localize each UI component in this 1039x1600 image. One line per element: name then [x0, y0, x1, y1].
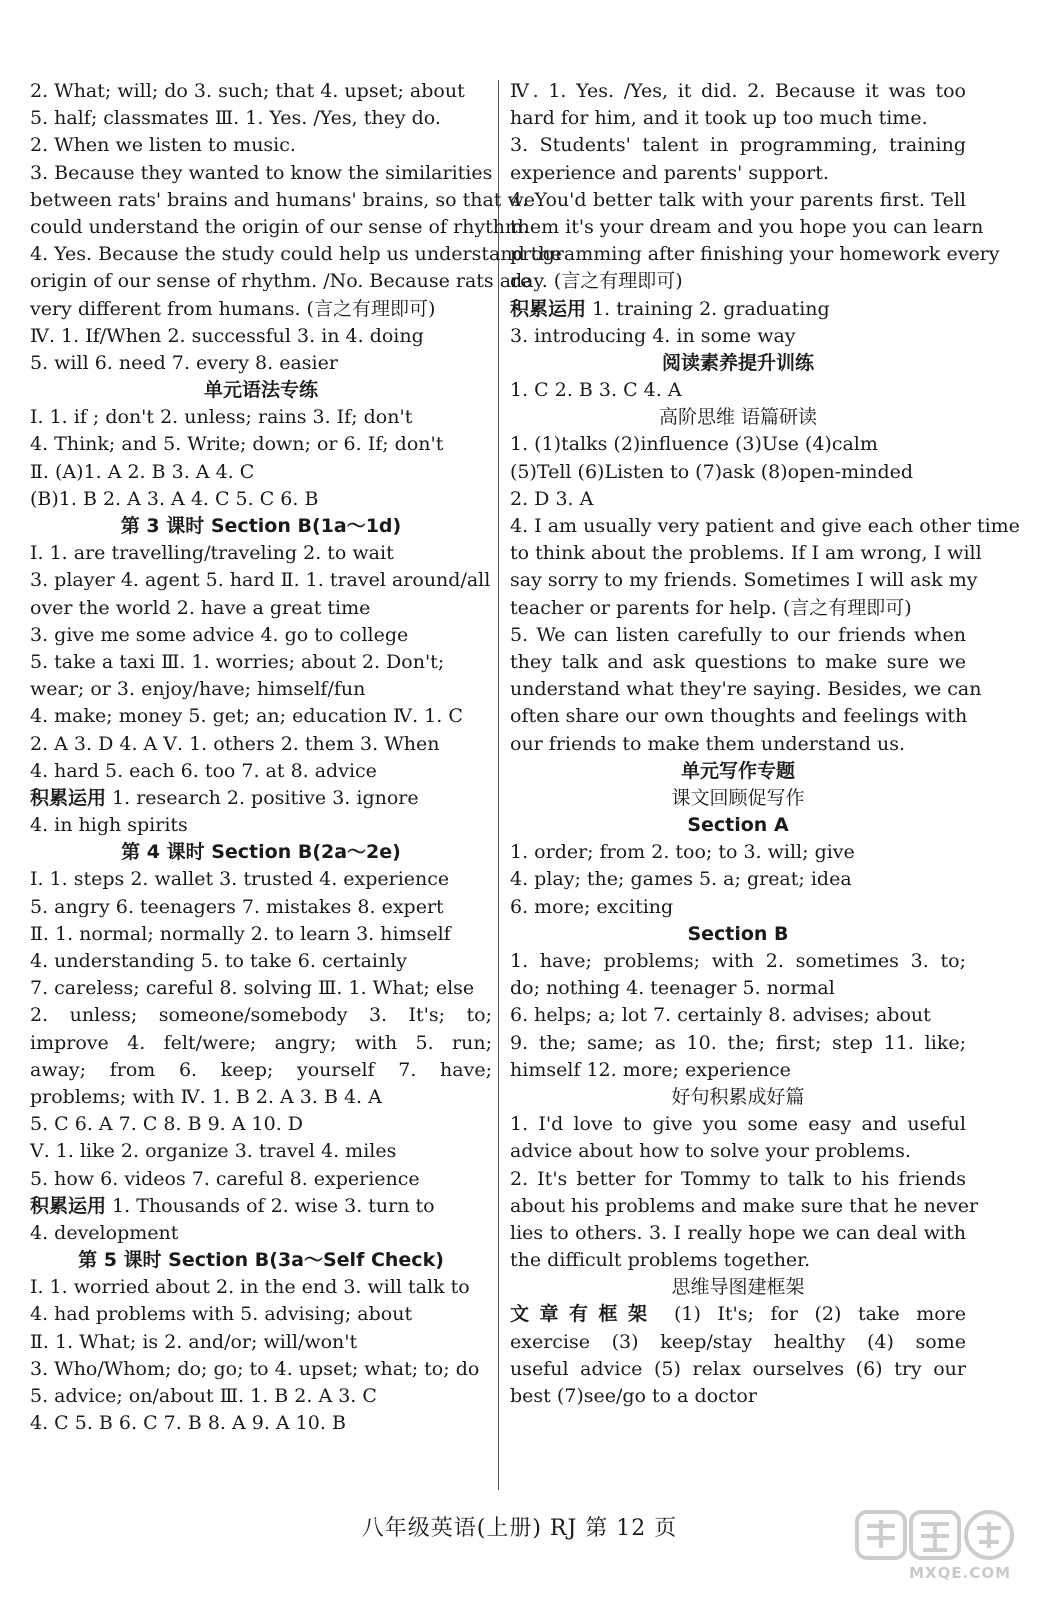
answer-line: useful advice (5) relax ourselves (6) try our	[510, 1357, 966, 1380]
answer-line	[30, 785, 492, 812]
answer-line: say sorry to my friends. Sometimes I will ask my	[510, 569, 978, 592]
answer-line: understand what they're saying. Besides, we can	[510, 678, 982, 701]
answer-line: experience and parents' support.	[510, 161, 829, 184]
answer-text: 1. research 2. positive 3. ignore	[106, 786, 419, 809]
answer-line: Ⅰ. 1. if ; don't 2. unless; rains 3. If; don't	[30, 406, 413, 429]
answer-line: 5. will 6. need 7. every 8. easier	[30, 351, 338, 374]
answer-line: 6. more; exciting	[510, 895, 674, 918]
answer-line: 5. half; classmates Ⅲ. 1. Yes. /Yes, they do.	[30, 107, 441, 130]
answer-line: 2. It's better for Tommy to talk to his friends	[510, 1167, 966, 1190]
answer-line	[510, 296, 966, 323]
answer-line: 5. We can listen carefully to our friends when	[510, 623, 966, 646]
section-heading: 思维导图建框架	[671, 1276, 805, 1299]
answer-line: over the world 2. have a great time	[30, 596, 371, 619]
answer-line: 5. take a taxi Ⅲ. 1. worries; about 2. Don't;	[30, 650, 445, 673]
answer-line: 5. C 6. A 7. C 8. B 9. A 10. D	[30, 1113, 304, 1136]
answer-line: Ⅱ. 1. What; is 2. and/or; will/won't	[30, 1330, 358, 1353]
answer-line: (B)1. B 2. A 3. A 4. C 5. C 6. B	[30, 487, 319, 510]
answer-line: Ⅳ. 1. Yes. /Yes, it did. 2. Because it was too	[510, 80, 966, 102]
answer-line: very different from humans. (言之有理即可)	[30, 297, 436, 320]
answer-line: 3. Students' talent in programming, training	[510, 134, 966, 157]
answer-line: 4. C 5. B 6. C 7. B 8. A 9. A 10. B	[30, 1412, 346, 1435]
section-heading: Section A	[687, 814, 789, 837]
answer-line: problems; with Ⅳ. 1. B 2. A 3. B 4. A	[30, 1085, 382, 1108]
answer-line: 3. Because they wanted to know the similarities	[30, 161, 493, 184]
answer-line: they talk and ask questions to make sure we	[510, 650, 966, 673]
answer-line: away; from 6. keep; yourself 7. have;	[30, 1058, 492, 1081]
answer-line: our friends to make them understand us.	[510, 732, 905, 755]
section-heading: 课文回顾促写作	[671, 786, 805, 809]
answer-line: 5. advice; on/about Ⅲ. 1. B 2. A 3. C	[30, 1385, 377, 1407]
answer-line: 1. C 2. B 3. C 4. A	[510, 379, 682, 402]
answer-line: 4. hard 5. each 6. too 7. at 8. advice	[30, 759, 377, 782]
section-heading: 第 5 课时 Section B(3a～Self Check)	[78, 1249, 444, 1272]
answer-line: Ⅱ. 1. normal; normally 2. to learn 3. himself	[30, 922, 451, 945]
answer-line: between rats' brains and humans' brains, so that we	[30, 188, 535, 211]
answer-line: them it's your dream and you hope you can learn	[510, 215, 984, 238]
answer-line: exercise (3) keep/stay healthy (4) some	[510, 1330, 966, 1353]
answer-line: day. (言之有理即可)	[510, 270, 683, 293]
answer-line: often share our own thoughts and feelings with	[510, 705, 968, 728]
section-heading: Section B	[687, 922, 789, 945]
watermark-logo	[837, 1508, 1017, 1582]
answer-line: himself 12. more; experience	[510, 1058, 791, 1081]
answer-line: 1. have; problems; with 2. sometimes 3. to;	[510, 950, 966, 972]
label-tag: 积累运用	[30, 1194, 107, 1217]
label-tag: 积累运用	[30, 786, 107, 809]
answer-line: 4. play; the; games 5. a; great; idea	[510, 868, 852, 891]
answer-line: could understand the origin of our sense of rhythm.	[30, 215, 530, 238]
answer-line: wear; or 3. enjoy/have; himself/fun	[30, 678, 366, 701]
answer-line: 2. A 3. D 4. A Ⅴ. 1. others 2. them 3. When	[30, 732, 440, 755]
answer-line: improve 4. felt/were; angry; with 5. run;	[30, 1031, 492, 1054]
section-heading: 阅读素养提升训练	[661, 351, 814, 374]
section-heading: 好句积累成好篇	[671, 1085, 805, 1108]
answer-line: the difficult problems together.	[510, 1249, 811, 1272]
section-heading: 高阶思维 语篇研读	[658, 406, 818, 429]
answer-line: 4. development	[30, 1221, 179, 1244]
answer-text: (1) It's; for (2) take more	[657, 1303, 966, 1326]
answer-line: programming after finishing your homework every	[510, 243, 1000, 266]
watermark-stamp-icon	[837, 1508, 1017, 1562]
page-footer: 八年级英语(上册) RJ 第 12 页	[361, 1516, 678, 1541]
label-tag: 积累运用	[510, 297, 587, 320]
answer-line: 4. Yes. Because the study could help us understand the	[30, 243, 562, 266]
answer-line: 4. I am usually very patient and give each other time	[510, 515, 1020, 537]
answer-line: 1. order; from 2. too; to 3. will; give	[510, 841, 855, 864]
answer-line: 7. careless; careful 8. solving Ⅲ. 1. What; else	[30, 977, 475, 1000]
answer-text: 1. Thousands of 2. wise 3. turn to	[106, 1194, 435, 1217]
answer-line: 5. angry 6. teenagers 7. mistakes 8. expert	[30, 895, 444, 918]
answer-line: 4. You'd better talk with your parents first. Tell	[510, 188, 966, 211]
answer-line: best (7)see/go to a doctor	[510, 1385, 757, 1407]
answer-line: Ⅰ. 1. steps 2. wallet 3. trusted 4. experience	[30, 868, 450, 891]
answer-line: 3. Who/Whom; do; go; to 4. upset; what; to; do	[30, 1357, 480, 1380]
answer-line: 5. how 6. videos 7. careful 8. experience	[30, 1167, 420, 1190]
answer-line	[30, 1193, 492, 1220]
section-heading: 单元写作专题	[680, 759, 795, 782]
answer-line: 2. unless; someone/somebody 3. It's; to;	[30, 1004, 492, 1027]
answer-line: teacher or parents for help. (言之有理即可)	[510, 596, 912, 619]
answer-line: about his problems and make sure that he never	[510, 1194, 979, 1217]
section-heading: 第 3 课时 Section B(1a～1d)	[120, 515, 402, 537]
answer-line: 2. D 3. A	[510, 487, 594, 510]
answer-line: do; nothing 4. teenager 5. normal	[510, 977, 835, 1000]
answer-line: (5)Tell (6)Listen to (7)ask (8)open-minded	[510, 460, 914, 483]
answer-line: Ⅱ. (A)1. A 2. B 3. A 4. C	[30, 460, 255, 483]
answer-line: to think about the problems. If I am wrong, I will	[510, 542, 982, 565]
answer-line: 1. (1)talks (2)influence (3)Use (4)calm	[510, 433, 878, 456]
answer-line: 2. What; will; do 3. such; that 4. upset; about	[30, 80, 465, 102]
answer-line: Ⅰ. 1. are travelling/traveling 2. to wait	[30, 542, 394, 565]
answer-line: 4. make; money 5. get; an; education Ⅳ. 1. C	[30, 705, 463, 728]
section-heading: 第 4 课时 Section B(2a～2e)	[121, 841, 401, 864]
section-heading: 单元语法专练	[203, 379, 318, 402]
answer-line: advice about how to solve your problems.	[510, 1140, 911, 1163]
answer-line: Ⅳ. 1. If/When 2. successful 3. in 4. doing	[30, 324, 424, 347]
label-tag: 文章有框架	[510, 1303, 658, 1326]
answer-line: 2. When we listen to music.	[30, 134, 296, 157]
answer-line	[510, 1301, 966, 1328]
answer-line: 3. introducing 4. in some way	[510, 324, 796, 347]
answer-line: 4. in high spirits	[30, 814, 188, 837]
answer-line: Ⅴ. 1. like 2. organize 3. travel 4. miles	[30, 1140, 397, 1163]
answer-line: lies to others. 3. I really hope we can deal with	[510, 1221, 966, 1244]
answer-line: Ⅰ. 1. worried about 2. in the end 3. will talk to	[30, 1276, 470, 1299]
answer-line: hard for him, and it took up too much time.	[510, 107, 928, 130]
watermark-text: MXQE.COM	[909, 1564, 1011, 1582]
answer-line: 4. had problems with 5. advising; about	[30, 1303, 413, 1326]
answer-line: 1. I'd love to give you some easy and useful	[510, 1113, 966, 1136]
right-column	[510, 78, 1020, 1410]
answer-line: 4. understanding 5. to take 6. certainly	[30, 950, 408, 972]
answer-line: 4. Think; and 5. Write; down; or 6. If; don't	[30, 433, 444, 456]
answer-line: 3. give me some advice 4. go to college	[30, 623, 409, 646]
answer-text: 1. training 2. graduating	[586, 297, 830, 320]
answer-line: 9. the; same; as 10. the; first; step 11. like;	[510, 1031, 966, 1054]
answer-line: 6. helps; a; lot 7. certainly 8. advises; about	[510, 1004, 931, 1027]
answer-line: origin of our sense of rhythm. /No. Because rats are	[30, 270, 532, 293]
answer-line: 3. player 4. agent 5. hard Ⅱ. 1. travel around/all	[30, 569, 491, 592]
